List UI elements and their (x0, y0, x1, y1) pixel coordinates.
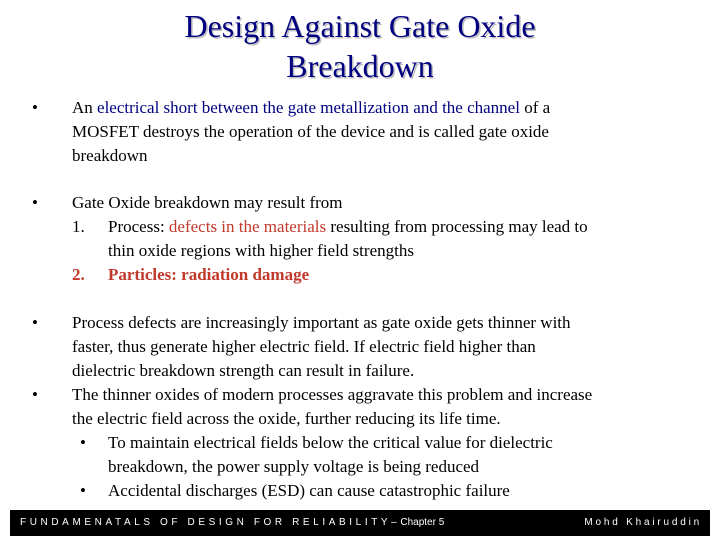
bullet-2: Gate Oxide breakdown may result from (72, 193, 343, 212)
bullet-4 (72, 383, 692, 431)
sub-bullet-voltage-line2: breakdown, the power supply voltage is being reduced (108, 457, 480, 476)
footer-course-text: FUNDAMENATALS OF DESIGN FOR RELIABILITY– (20, 517, 401, 528)
process-post: resulting from processing may lead to (326, 217, 588, 236)
bullet-3 (72, 311, 692, 383)
bullet-3-line1: Process defects are increasingly important as gate oxide gets thinner with (72, 313, 571, 332)
bullet-3-line3: dielectric breakdown strength can result in failure. (72, 361, 415, 380)
bullet-1 (72, 96, 692, 168)
bullet-4-line2: the electric field across the oxide, further reducing its life time. (72, 409, 501, 428)
electrical-short-highlight: electrical short between the gate metallization and the channel (97, 98, 520, 117)
bullet-1-line1 (72, 96, 692, 120)
list-number: 2. (72, 265, 85, 284)
bullet-4-line1: The thinner oxides of modern processes aggravate this problem and increase (72, 385, 593, 404)
list-item-process-line1 (108, 215, 698, 239)
list-number: 1. (72, 217, 85, 236)
bullet-3-line2: faster, thus generate higher electric field. If electric field higher than (72, 337, 536, 356)
bullet-marker: • (32, 193, 38, 212)
footer-course-title (20, 510, 444, 536)
slide-title-line1: Design Against Gate Oxide (184, 8, 536, 44)
footer-author: Mohd Khairuddin (584, 517, 702, 528)
bullet-marker: • (32, 313, 38, 332)
slide-title-line2: Breakdown (286, 48, 434, 84)
list-item-particles: Particles: radiation damage (108, 265, 310, 284)
list-item-process (108, 215, 698, 263)
defects-highlight: defects in the materials (168, 217, 327, 236)
list-item-process-line2: thin oxide regions with higher field strengths (108, 241, 414, 260)
bullet-1-line3: breakdown (72, 146, 148, 165)
bullet-marker: • (32, 385, 38, 404)
sub-bullet-esd: Accidental discharges (ESD) can cause catastrophic failure (108, 481, 510, 500)
process-pre: Process: (108, 217, 169, 236)
sub-bullet-voltage (108, 431, 698, 479)
bullet-1-line2: MOSFET destroys the operation of the device and is called gate oxide (72, 122, 549, 141)
sub-bullet-marker: • (80, 481, 86, 500)
bullet-marker: • (32, 98, 38, 117)
footer-bar (10, 510, 710, 536)
bullet-1-pre: An (72, 98, 98, 117)
bullet-1-post: of a (519, 98, 551, 117)
sub-bullet-voltage-line1: To maintain electrical fields below the critical value for dielectric (108, 433, 553, 452)
sub-bullet-marker: • (80, 433, 86, 452)
footer-chapter: Chapter 5 (400, 517, 445, 528)
